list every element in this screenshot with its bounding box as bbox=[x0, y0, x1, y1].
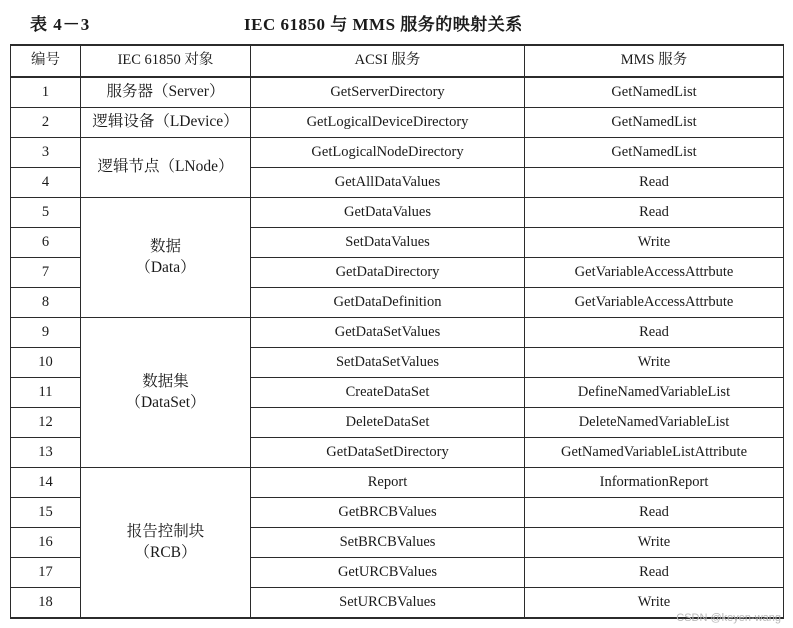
header-mms: MMS 服务 bbox=[525, 45, 784, 77]
acsi-service: GetDataDirectory bbox=[251, 258, 525, 288]
acsi-service: CreateDataSet bbox=[251, 378, 525, 408]
row-number: 14 bbox=[11, 468, 81, 498]
mms-service: Write bbox=[525, 228, 784, 258]
mms-service: Read bbox=[525, 498, 784, 528]
mms-service: Read bbox=[525, 558, 784, 588]
mms-service: InformationReport bbox=[525, 468, 784, 498]
row-number: 18 bbox=[11, 588, 81, 619]
table-number: 表 4－3 bbox=[30, 15, 91, 34]
row-number: 11 bbox=[11, 378, 81, 408]
acsi-service: GetDataValues bbox=[251, 198, 525, 228]
object-data-cn: 数据 bbox=[149, 237, 181, 255]
object-ldevice: 逻辑设备（LDevice） bbox=[81, 108, 251, 138]
table-caption bbox=[0, 8, 793, 32]
mms-service: Read bbox=[525, 318, 784, 348]
row-number: 5 bbox=[11, 198, 81, 228]
mms-service: DefineNamedVariableList bbox=[525, 378, 784, 408]
mms-service: Write bbox=[525, 588, 784, 619]
mms-service: Write bbox=[525, 528, 784, 558]
acsi-service: GetDataDefinition bbox=[251, 288, 525, 318]
row-number: 8 bbox=[11, 288, 81, 318]
table-title: IEC 61850 与 MMS 服务的映射关系 bbox=[244, 15, 523, 34]
object-dataset-cn: 数据集 bbox=[142, 372, 189, 390]
mms-service: GetVariableAccessAttrbute bbox=[525, 258, 784, 288]
object-dataset-en: （DataSet） bbox=[125, 393, 206, 411]
mms-service: GetNamedVariableListAttribute bbox=[525, 438, 784, 468]
acsi-service: DeleteDataSet bbox=[251, 408, 525, 438]
object-lnode: 逻辑节点（LNode） bbox=[81, 138, 251, 198]
table-row bbox=[11, 138, 784, 168]
row-number: 15 bbox=[11, 498, 81, 528]
acsi-service: SetURCBValues bbox=[251, 588, 525, 619]
object-dataset bbox=[81, 318, 251, 468]
mapping-table bbox=[10, 44, 784, 619]
acsi-service: GetAllDataValues bbox=[251, 168, 525, 198]
acsi-service: SetBRCBValues bbox=[251, 528, 525, 558]
row-number: 7 bbox=[11, 258, 81, 288]
acsi-service: SetDataValues bbox=[251, 228, 525, 258]
watermark: CSDN @keyen-wang bbox=[676, 612, 781, 624]
acsi-service: SetDataSetValues bbox=[251, 348, 525, 378]
mms-service: GetNamedList bbox=[525, 108, 784, 138]
header-acsi: ACSI 服务 bbox=[251, 45, 525, 77]
header-object: IEC 61850 对象 bbox=[81, 45, 251, 77]
mms-service: Read bbox=[525, 168, 784, 198]
table-row bbox=[11, 198, 784, 228]
acsi-service: Report bbox=[251, 468, 525, 498]
row-number: 17 bbox=[11, 558, 81, 588]
acsi-service: GetLogicalDeviceDirectory bbox=[251, 108, 525, 138]
table-row bbox=[11, 108, 784, 138]
mms-service: GetNamedList bbox=[525, 77, 784, 108]
row-number: 9 bbox=[11, 318, 81, 348]
row-number: 16 bbox=[11, 528, 81, 558]
row-number: 12 bbox=[11, 408, 81, 438]
acsi-service: GetLogicalNodeDirectory bbox=[251, 138, 525, 168]
object-data bbox=[81, 198, 251, 318]
object-rcb-cn: 报告控制块 bbox=[126, 522, 205, 540]
acsi-service: GetDataSetValues bbox=[251, 318, 525, 348]
header-number: 编号 bbox=[11, 45, 81, 77]
object-rcb-en: （RCB） bbox=[134, 543, 197, 561]
object-server: 服务器（Server） bbox=[81, 77, 251, 108]
mms-service: Read bbox=[525, 198, 784, 228]
header-row bbox=[11, 45, 784, 77]
table-row bbox=[11, 468, 784, 498]
object-rcb bbox=[81, 468, 251, 619]
row-number: 6 bbox=[11, 228, 81, 258]
row-number: 2 bbox=[11, 108, 81, 138]
object-data-en: （Data） bbox=[135, 258, 196, 276]
mms-service: GetNamedList bbox=[525, 138, 784, 168]
mms-service: DeleteNamedVariableList bbox=[525, 408, 784, 438]
row-number: 3 bbox=[11, 138, 81, 168]
acsi-service: GetDataSetDirectory bbox=[251, 438, 525, 468]
table-row bbox=[11, 77, 784, 108]
table-row bbox=[11, 318, 784, 348]
acsi-service: GetServerDirectory bbox=[251, 77, 525, 108]
acsi-service: GetURCBValues bbox=[251, 558, 525, 588]
row-number: 13 bbox=[11, 438, 81, 468]
row-number: 4 bbox=[11, 168, 81, 198]
row-number: 10 bbox=[11, 348, 81, 378]
mms-service: GetVariableAccessAttrbute bbox=[525, 288, 784, 318]
mms-service: Write bbox=[525, 348, 784, 378]
acsi-service: GetBRCBValues bbox=[251, 498, 525, 528]
row-number: 1 bbox=[11, 77, 81, 108]
